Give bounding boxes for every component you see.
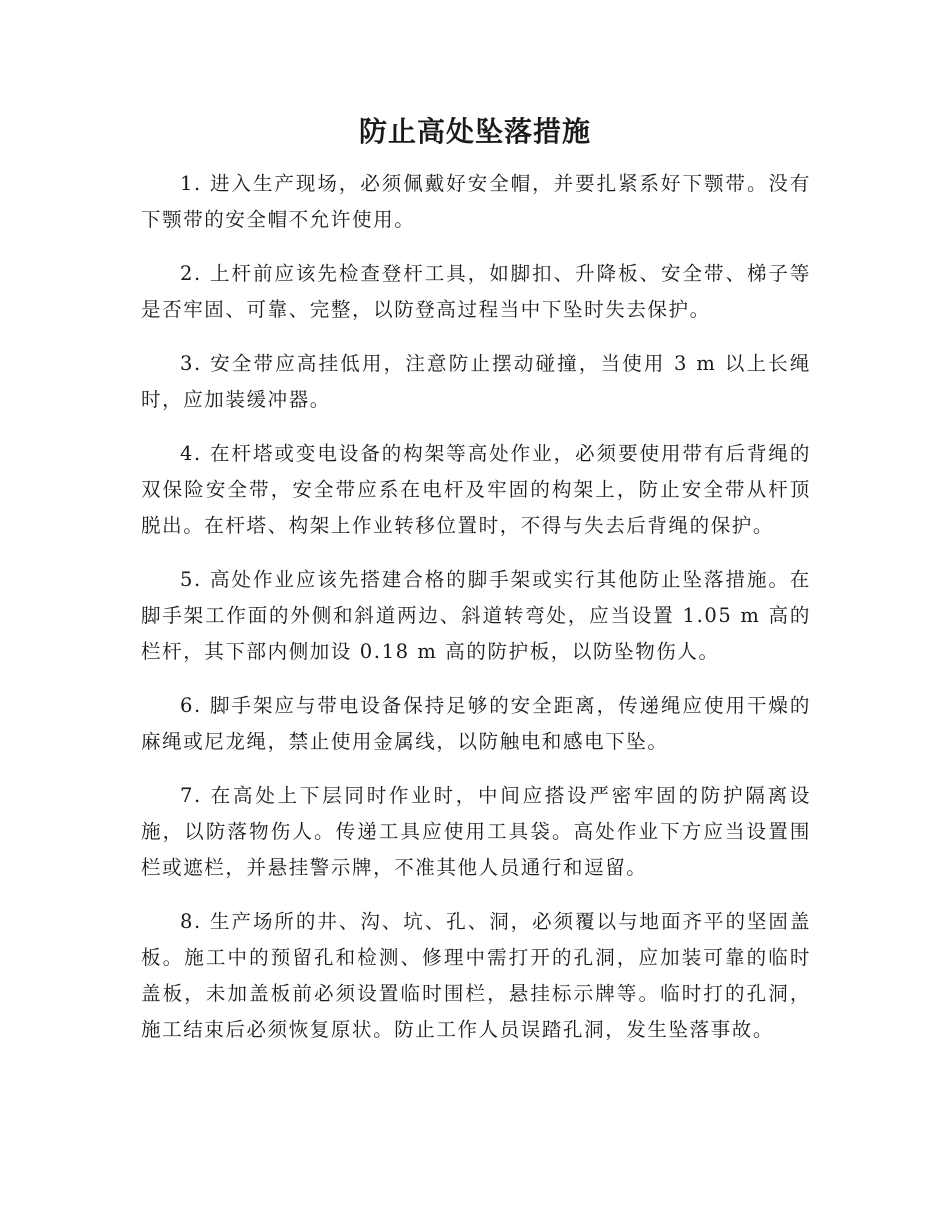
paragraph-2: 2. 上杆前应该先检查登杆工具，如脚扣、升降板、安全带、梯子等是否牢固、可靠、完整，以防登高过程当中下坠时失去保护。 (141, 262, 811, 321)
document-title: 防止高处坠落措施 (358, 115, 591, 148)
document-body (141, 166, 811, 1066)
paragraph-1: 1. 进入生产现场，必须佩戴好安全帽，并要扎紧系好下颚带。没有下颚带的安全帽不允许使用。 (141, 172, 811, 231)
paragraph-6: 6. 脚手架应与带电设备保持足够的安全距离，传递绳应使用干燥的麻绳或尼龙绳，禁止使用金属线，以防触电和感电下坠。 (141, 694, 811, 753)
paragraph-5: 5. 高处作业应该先搭建合格的脚手架或实行其他防止坠落措施。在脚手架工作面的外侧和斜道两边、斜道转弯处，应当设置 1.05 m 高的栏杆，其下部内侧加设 0.18 m 高的防护板，以防坠物伤人。 (141, 568, 811, 663)
paragraph-7: 7. 在高处上下层同时作业时，中间应搭设严密牢固的防护隔离设施，以防落物伤人。传递工具应使用工具袋。高处作业下方应当设置围栏或遮栏，并悬挂警示牌，不准其他人员通行和逗留。 (141, 784, 811, 879)
paragraph-8: 8. 生产场所的井、沟、坑、孔、洞，必须覆以与地面齐平的坚固盖板。施工中的预留孔和检测、修理中需打开的孔洞，应加装可靠的临时盖板，未加盖板前必须设置临时围栏，悬挂标示牌等。临时打的孔洞，施工结束后必须恢复原状。防止工作人员误踏孔洞，发生坠落事故。 (141, 910, 811, 1041)
paragraph-4: 4. 在杆塔或变电设备的构架等高处作业，必须要使用带有后背绳的双保险安全带，安全带应系在电杆及牢固的构架上，防止安全带从杆顶脱出。在杆塔、构架上作业转移位置时，不得与失去后背绳的保护。 (141, 442, 811, 537)
paragraph-3: 3. 安全带应高挂低用，注意防止摆动碰撞，当使用 3 m 以上长绳时，应加装缓冲器。 (141, 352, 811, 411)
